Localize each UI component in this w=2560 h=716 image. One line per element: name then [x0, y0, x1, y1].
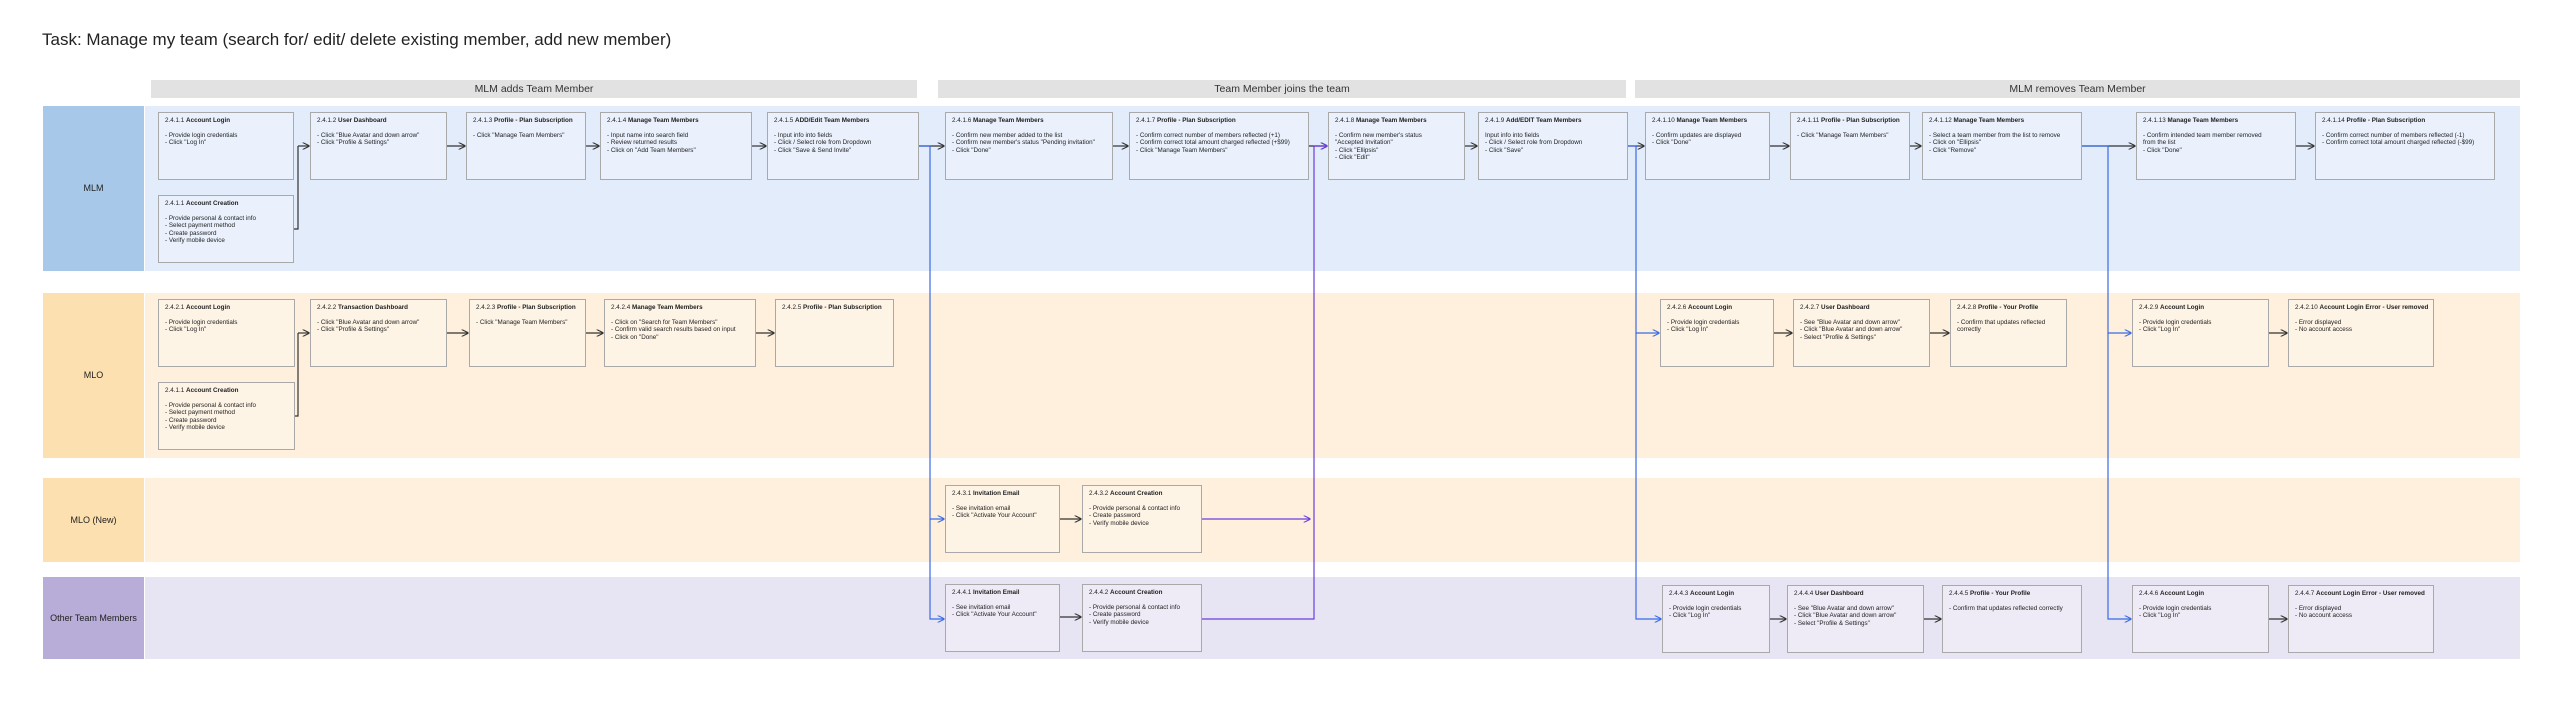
step-title: Account Login	[186, 117, 231, 124]
step-card-header	[2295, 590, 2427, 598]
step-title: Manage Team Members	[1356, 117, 1427, 124]
step-number: 2.4.1.14	[2322, 117, 2347, 124]
step-card-header	[952, 490, 1053, 498]
step-number: 2.4.2.10	[2295, 304, 2320, 311]
step-number: 2.4.2.1	[165, 304, 187, 311]
step-detail-line: - Verify mobile device	[165, 237, 225, 245]
step-detail-line: - Error displayed	[2295, 604, 2342, 612]
step-detail-line: - Confirm correct number of members reflected (+1)	[1136, 131, 1280, 139]
step-detail-line: - Click on "Done"	[611, 333, 659, 341]
step-detail-line: - Click "Save"	[1485, 146, 1524, 154]
step-detail-line: - Click / Select role from Dropdown	[1485, 139, 1583, 147]
step-card	[158, 112, 294, 180]
step-number: 2.4.1.1	[165, 387, 187, 394]
step-detail-line: - Confirm valid search results based on input	[611, 326, 736, 334]
step-card	[1129, 112, 1309, 180]
step-number: 2.4.1.11	[1797, 117, 1822, 124]
step-number: 2.4.1.6	[952, 117, 974, 124]
step-title: Account Creation	[186, 387, 239, 394]
step-card	[2132, 299, 2269, 367]
step-number: 2.4.2.3	[476, 304, 498, 311]
step-card-header	[1949, 590, 2075, 598]
step-number: 2.4.4.2	[1089, 589, 1111, 596]
step-number: 2.4.2.7	[1800, 304, 1822, 311]
step-number: 2.4.4.7	[2295, 590, 2317, 597]
page-title: Task: Manage my team (search for/ edit/ delete existing member, add new member)	[42, 30, 672, 49]
step-detail-line: - See "Blue Avatar and down arrow"	[1794, 604, 1894, 612]
step-title: Profile - Plan Subscription	[1821, 117, 1900, 124]
step-detail-line: - Click "Remove"	[1929, 146, 1977, 154]
step-title: Account Creation	[1110, 490, 1163, 497]
flow-connector	[295, 333, 298, 416]
lane-label-mlm: MLM	[43, 106, 144, 271]
step-detail-line: - Click "Save & Send Invite"	[774, 146, 852, 154]
step-card	[158, 382, 295, 450]
step-number: 2.4.2.8	[1957, 304, 1979, 311]
step-card-header	[1929, 117, 2075, 125]
step-detail-line: - Provide login credentials	[1669, 604, 1742, 612]
step-number: 2.4.1.1	[165, 200, 187, 207]
step-card-header	[1485, 117, 1621, 125]
step-title: Account Login	[2160, 590, 2205, 597]
step-card-header	[165, 387, 288, 395]
step-card-header	[2139, 590, 2262, 598]
step-card	[1787, 585, 1924, 653]
merge-line	[1202, 146, 1327, 619]
step-card-header	[1667, 304, 1767, 312]
step-detail-line: - Click "Profile & Settings"	[317, 326, 390, 334]
step-card-header	[1794, 590, 1917, 598]
step-number: 2.4.1.10	[1652, 117, 1677, 124]
step-detail-line: - See "Blue Avatar and down arrow"	[1800, 318, 1900, 326]
lane-label-mlo-new: MLO (New)	[43, 478, 144, 562]
step-number: 2.4.1.12	[1929, 117, 1954, 124]
step-title: Account Login Error - User removed	[2319, 304, 2429, 311]
step-detail-line: - Click "Profile & Settings"	[317, 139, 390, 147]
step-detail-line: - Click "Manage Team Members"	[1136, 146, 1228, 154]
step-number: 2.4.1.7	[1136, 117, 1158, 124]
step-detail-line: - Input name into search field	[607, 131, 689, 139]
step-card-header	[317, 304, 440, 312]
step-title: Manage Team Members	[1953, 117, 2025, 124]
step-number: 2.4.1.13	[2143, 117, 2168, 124]
step-title: Account Login	[2160, 304, 2205, 311]
step-card	[2315, 112, 2495, 180]
step-detail-line: - Provide personal & contact info	[165, 401, 257, 409]
step-title: Profile - Your Profile	[1970, 590, 2031, 597]
step-card	[945, 584, 1060, 652]
step-number: 2.4.2.5	[782, 304, 804, 311]
step-card-header	[607, 117, 745, 125]
step-card-header	[473, 117, 579, 125]
step-detail-line: - Click "Edit"	[1335, 154, 1370, 162]
step-title: Profile - Plan Subscription	[2346, 117, 2426, 124]
step-detail-line: - Review returned results	[607, 139, 677, 147]
flow-connector	[294, 146, 298, 229]
step-card-header	[1089, 490, 1195, 498]
step-card-header	[165, 117, 287, 125]
step-number: 2.4.1.4	[607, 117, 629, 124]
step-detail-line: - Click "Log In"	[2139, 326, 2181, 334]
step-card-header	[2322, 117, 2488, 125]
step-card	[158, 299, 295, 367]
step-detail-line: - Click on "Search for Team Members"	[611, 318, 718, 326]
step-title: User Dashboard	[1821, 304, 1870, 311]
step-number: 2.4.1.2	[317, 117, 339, 124]
step-card-header	[1089, 589, 1195, 597]
step-number: 2.4.2.9	[2139, 304, 2161, 311]
step-detail-line: - Click "Done"	[952, 146, 991, 154]
step-detail-line: - Input info into fields	[774, 131, 833, 139]
step-card-header	[2139, 304, 2262, 312]
step-detail-line: - Confirm correct number of members reflected (-1)	[2322, 131, 2465, 139]
step-detail-line: - Verify mobile device	[1089, 618, 1149, 626]
step-detail-line: - Confirm intended team member removed	[2143, 131, 2262, 139]
step-detail-line: - Create password	[165, 416, 217, 424]
step-card	[466, 112, 586, 180]
step-card-header	[1800, 304, 1923, 312]
step-detail-line: - Select "Profile & Settings"	[1794, 619, 1870, 627]
step-card	[1790, 112, 1910, 180]
step-card	[604, 299, 756, 367]
step-detail-line: - Select payment method	[165, 409, 236, 417]
step-card-header	[165, 304, 288, 312]
step-title: Invitation Email	[973, 589, 1020, 596]
step-detail-line: - Confirm that updates reflected correctly	[1949, 604, 2063, 612]
step-card	[1793, 299, 1930, 367]
step-card	[2136, 112, 2296, 180]
step-title: Account Login	[1690, 590, 1735, 597]
step-card-header	[1652, 117, 1763, 125]
step-detail-line: - Click "Done"	[2143, 146, 2182, 154]
step-detail-line: - Click "Done"	[1652, 139, 1691, 147]
phase-header-remove: MLM removes Team Member	[1635, 80, 2520, 98]
step-number: 2.4.1.3	[473, 117, 495, 124]
step-detail-line: - Click "Log In"	[165, 326, 207, 334]
step-detail-line: - Provide login credentials	[2139, 318, 2212, 326]
step-detail-line: - Click "Manage Team Members"	[476, 318, 568, 326]
step-title: User Dashboard	[1815, 590, 1864, 597]
step-card	[2132, 585, 2269, 653]
step-number: 2.4.1.8	[1335, 117, 1357, 124]
step-detail-line: - Select "Profile & Settings"	[1800, 333, 1876, 341]
step-title: Transaction Dashboard	[338, 304, 408, 311]
step-number: 2.4.4.1	[952, 589, 974, 596]
step-title: Profile - Plan Subscription	[1157, 117, 1236, 124]
step-detail-line: - Error displayed	[2295, 318, 2342, 326]
step-detail-line: - Provide login credentials	[165, 318, 238, 326]
step-card	[2288, 299, 2434, 367]
step-card-header	[1335, 117, 1458, 125]
step-title: Manage Team Members	[2167, 117, 2239, 124]
step-detail-line: - Provide login credentials	[165, 131, 238, 139]
step-detail-line: - Click "Activate Your Account"	[952, 611, 1037, 619]
step-detail-line: - See invitation email	[952, 603, 1011, 611]
step-detail-line: correctly	[1957, 326, 1981, 334]
step-card	[1662, 585, 1770, 653]
step-detail-line: - Confirm correct total amount charged reflected (+$99)	[1136, 139, 1290, 147]
step-card-header	[1957, 304, 2060, 312]
step-title: Manage Team Members	[1676, 117, 1748, 124]
step-card	[1660, 299, 1774, 367]
step-detail-line: - Confirm correct total amount charged reflected (-$99)	[2322, 139, 2475, 147]
step-detail-line: - Click on "Ellipsis"	[1929, 139, 1982, 147]
step-card-header	[2143, 117, 2289, 125]
step-title: Profile - Plan Subscription	[497, 304, 576, 311]
step-card-header	[1136, 117, 1302, 125]
step-card	[1478, 112, 1628, 180]
step-number: 2.4.2.4	[611, 304, 633, 311]
step-detail-line: - Click "Manage Team Members"	[1797, 131, 1889, 139]
step-title: Account Creation	[186, 200, 239, 207]
step-detail-line: - Click "Log In"	[2139, 612, 2181, 620]
step-title: Account Creation	[1110, 589, 1163, 596]
step-detail-line: - Click "Log In"	[1669, 612, 1711, 620]
step-card-header	[952, 117, 1106, 125]
step-detail-line: - Click "Blue Avatar and down arrow"	[1794, 612, 1897, 620]
step-card	[600, 112, 752, 180]
step-number: 2.4.2.2	[317, 304, 339, 311]
step-title: Manage Team Members	[973, 117, 1044, 124]
step-number: 2.4.4.3	[1669, 590, 1691, 597]
step-title: Profile - Plan Subscription	[494, 117, 573, 124]
step-card-header	[317, 117, 440, 125]
step-card-header	[1669, 590, 1763, 598]
step-card	[1328, 112, 1465, 180]
step-detail-line: - Create password	[1089, 611, 1141, 619]
step-detail-line: - Provide personal & contact info	[1089, 504, 1181, 512]
step-detail-line: - Provide personal & contact info	[165, 214, 257, 222]
step-card	[1645, 112, 1770, 180]
step-detail-line: - Click "Blue Avatar and down arrow"	[317, 318, 420, 326]
step-title: Account Login	[186, 304, 231, 311]
step-detail-line: - Click "Ellipsis"	[1335, 146, 1379, 154]
step-detail-line: Input info into fields	[1485, 131, 1540, 139]
step-detail-line: - Click on "Add Team Members"	[607, 146, 696, 154]
phase-header-add: MLM adds Team Member	[151, 80, 917, 98]
step-number: 2.4.4.5	[1949, 590, 1971, 597]
branch-line	[1636, 333, 1661, 619]
step-detail-line: "Accepted Invitation"	[1335, 139, 1393, 147]
step-card-header	[2295, 304, 2427, 312]
step-card-header	[165, 200, 287, 208]
step-number: 2.4.1.9	[1485, 117, 1507, 124]
step-number: 2.4.3.2	[1089, 490, 1111, 497]
step-card	[469, 299, 586, 367]
lane-label-mlo: MLO	[43, 293, 144, 458]
branch-line	[919, 146, 944, 519]
step-detail-line: - Confirm new member's status	[1335, 131, 1422, 139]
step-detail-line: - Select a team member from the list to remove	[1929, 131, 2061, 139]
step-card-header	[774, 117, 912, 125]
lane-label-other-team-members: Other Team Members	[43, 577, 144, 659]
step-detail-line: - Click "Log In"	[165, 139, 207, 147]
step-card	[1942, 585, 2082, 653]
step-detail-line: - Verify mobile device	[165, 424, 225, 432]
step-title: Account Login Error - User removed	[2316, 590, 2425, 597]
step-number: 2.4.3.1	[952, 490, 974, 497]
step-card-header	[782, 304, 887, 312]
step-detail-line: - Provide login credentials	[1667, 318, 1740, 326]
step-detail-line: - Create password	[165, 229, 217, 237]
step-title: Add/EDIT Team Members	[1506, 117, 1582, 124]
step-detail-line: - Verify mobile device	[1089, 519, 1149, 527]
branch-line	[930, 519, 944, 619]
step-card	[775, 299, 894, 367]
step-card	[945, 485, 1060, 553]
step-number: 2.4.4.4	[1794, 590, 1816, 597]
step-title: Profile - Plan Subscription	[803, 304, 882, 311]
step-detail-line: - Create password	[1089, 512, 1141, 520]
step-card	[945, 112, 1113, 180]
step-card	[1922, 112, 2082, 180]
step-detail-line: - Confirm that updates reflected	[1957, 318, 2046, 326]
step-detail-line: - Click "Activate Your Account"	[952, 512, 1037, 520]
step-card	[1082, 584, 1202, 652]
step-card-header	[611, 304, 749, 312]
step-detail-line: - Click "Blue Avatar and down arrow"	[1800, 326, 1903, 334]
step-card	[2288, 585, 2434, 653]
step-card-header	[476, 304, 579, 312]
step-detail-line: - Click "Log In"	[1667, 326, 1709, 334]
step-card	[310, 112, 447, 180]
step-detail-line: - Click "Blue Avatar and down arrow"	[317, 131, 420, 139]
phase-header-join: Team Member joins the team	[938, 80, 1626, 98]
step-detail-line: - Click "Manage Team Members"	[473, 131, 565, 139]
step-detail-line: - Confirm updates are displayed	[1652, 131, 1742, 139]
step-number: 2.4.4.6	[2139, 590, 2161, 597]
step-number: 2.4.2.6	[1667, 304, 1689, 311]
step-title: Account Login	[1688, 304, 1733, 311]
branch-line	[2082, 146, 2131, 333]
step-detail-line: - No account access	[2295, 326, 2353, 334]
step-card	[310, 299, 447, 367]
step-detail-line: - Click / Select role from Dropdown	[774, 139, 872, 147]
step-card	[1082, 485, 1202, 553]
branch-line	[2108, 333, 2131, 619]
step-card	[158, 195, 294, 263]
step-card	[767, 112, 919, 180]
step-title: ADD/Edit Team Members	[795, 117, 870, 124]
step-title: User Dashboard	[338, 117, 387, 124]
step-number: 2.4.1.1	[165, 117, 187, 124]
step-detail-line: - See invitation email	[952, 504, 1011, 512]
step-detail-line: - Confirm new member added to the list	[952, 131, 1063, 139]
step-detail-line: - Confirm new member's status "Pending invitation"	[952, 139, 1095, 147]
step-card	[1950, 299, 2067, 367]
step-detail-line: from the list	[2143, 139, 2176, 147]
step-detail-line: - Provide login credentials	[2139, 604, 2212, 612]
step-detail-line: - Provide personal & contact info	[1089, 603, 1181, 611]
step-title: Invitation Email	[973, 490, 1020, 497]
step-detail-line: - No account access	[2295, 612, 2353, 620]
step-title: Manage Team Members	[628, 117, 699, 124]
step-card-header	[952, 589, 1053, 597]
step-detail-line: - Select payment method	[165, 222, 236, 230]
step-title: Manage Team Members	[632, 304, 703, 311]
step-card-header	[1797, 117, 1903, 125]
step-number: 2.4.1.5	[774, 117, 796, 124]
step-title: Profile - Your Profile	[1978, 304, 2039, 311]
